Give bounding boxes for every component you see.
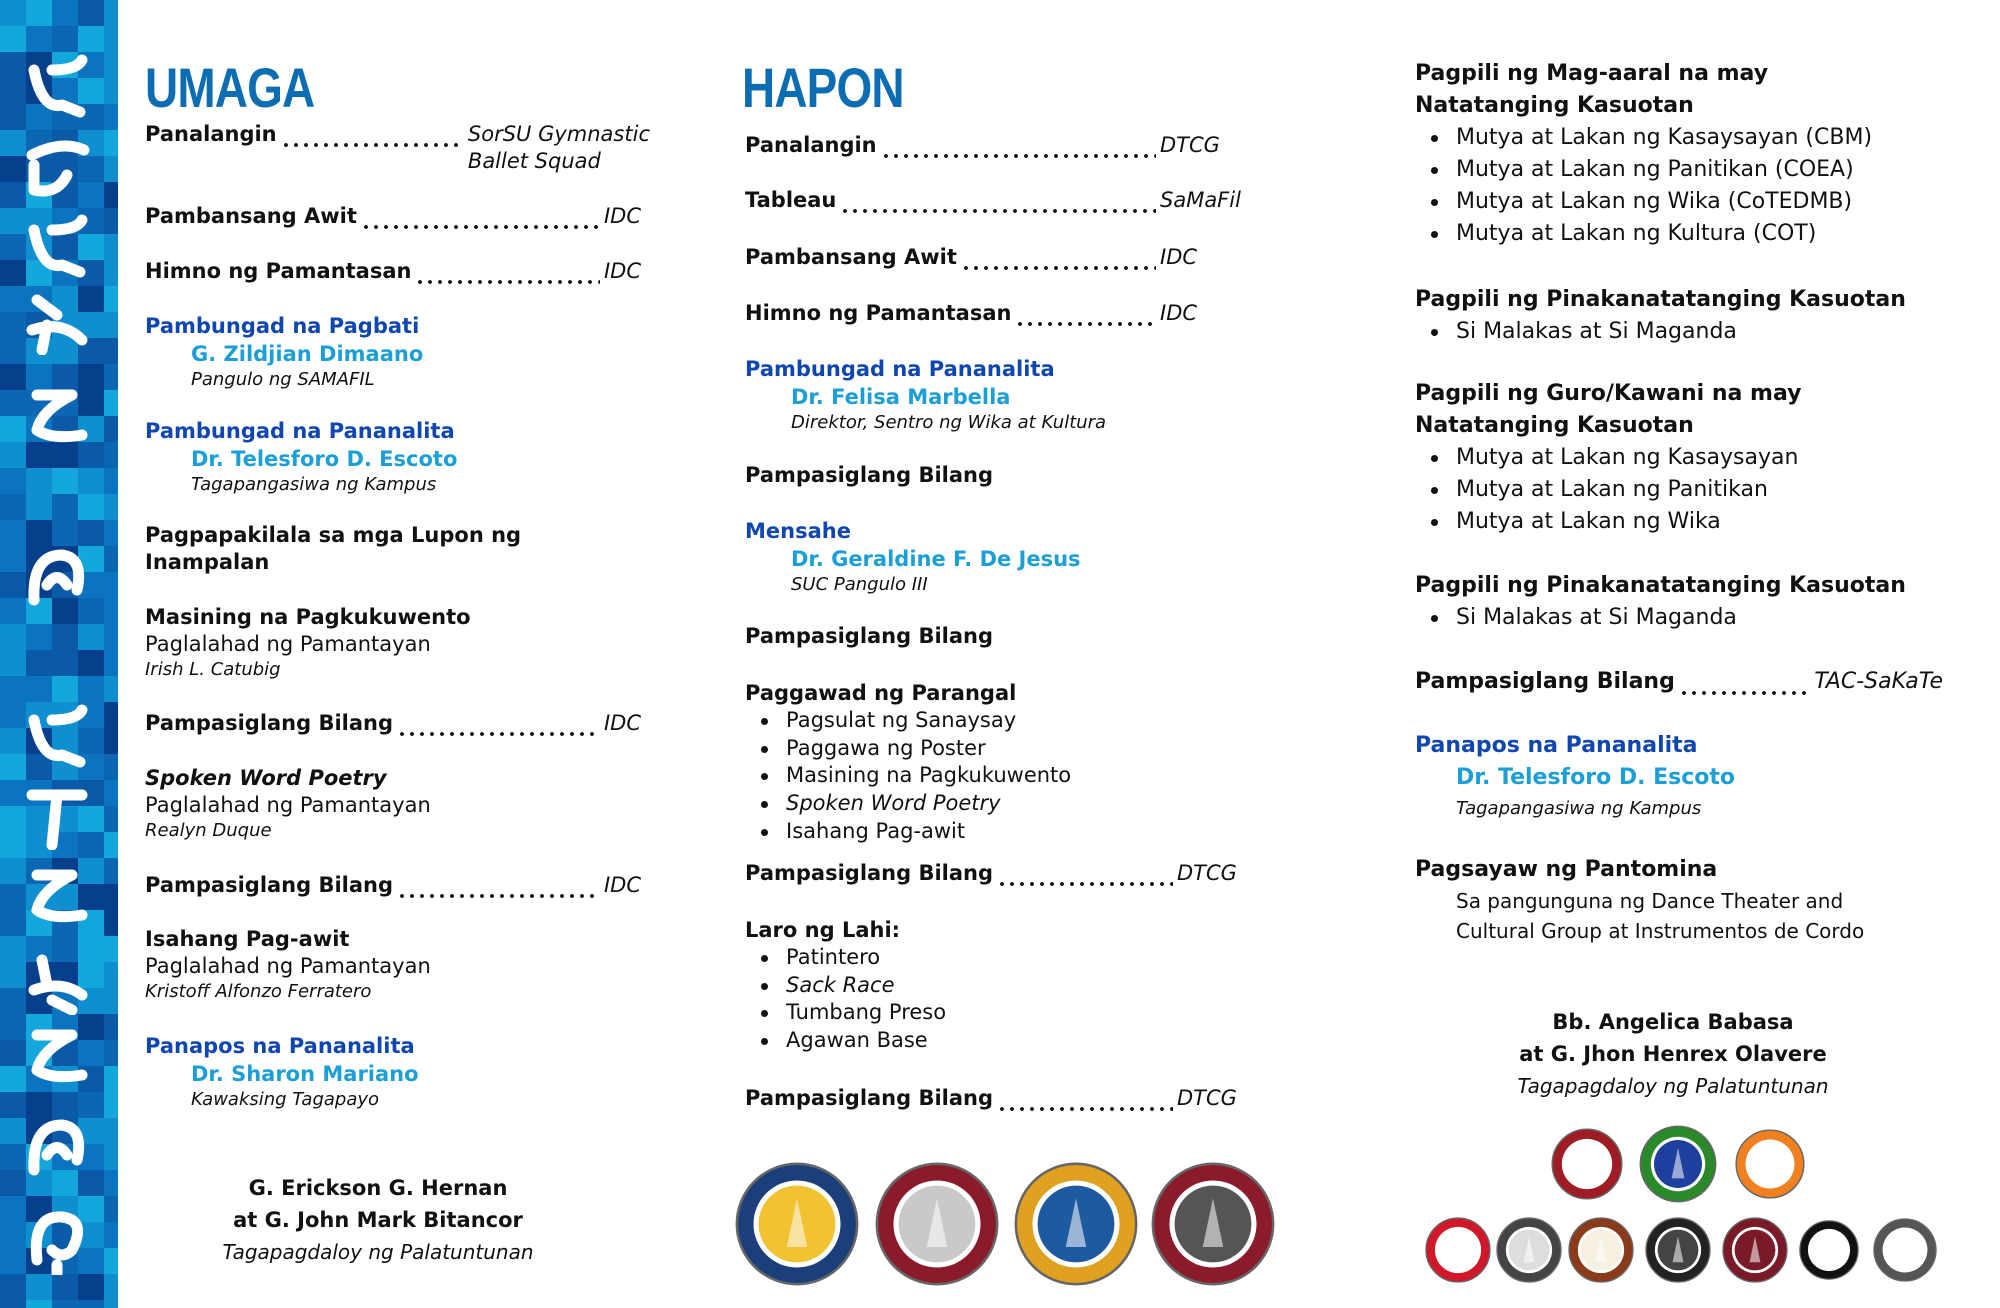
- baybayin-ka-icon: [22, 700, 92, 770]
- dot-leader: [840, 187, 1156, 214]
- category-list: [1415, 442, 1801, 538]
- item-value: IDC: [603, 711, 641, 735]
- organization-logo: [1495, 1216, 1563, 1284]
- pixel-tile: [0, 494, 26, 520]
- pixel-tile: [104, 312, 118, 338]
- pixel-tile: [104, 936, 118, 962]
- pixel-tile: [52, 1300, 78, 1308]
- pixel-tile: [104, 416, 118, 442]
- pixel-tile: [52, 650, 78, 676]
- pixel-tile: [104, 1014, 118, 1040]
- item-paggawad: [745, 680, 1071, 846]
- baybayin-la-icon: [22, 380, 92, 450]
- organization-logo: [1721, 1216, 1789, 1284]
- host-role: Tagapagdaloy ng Palatuntunan: [222, 1240, 534, 1264]
- pixel-tile: [0, 0, 26, 26]
- dot-leader: [997, 860, 1173, 887]
- item-pagpapakilala: [145, 522, 521, 576]
- speaker-role: Tagapangasiwa ng Kampus: [191, 474, 437, 495]
- pixel-tile: [26, 650, 52, 676]
- list-item: Sack Race: [745, 972, 946, 1000]
- item-label: Pampasiglang Bilang: [1415, 669, 1675, 694]
- baybayin-wa-icon: [22, 945, 92, 1015]
- pixel-tile: [104, 598, 118, 624]
- pixel-tile: [104, 624, 118, 650]
- pixel-tile: [104, 208, 118, 234]
- award-list: [745, 707, 1071, 846]
- pixel-tile: [104, 182, 118, 208]
- organization-logo: [1638, 1124, 1718, 1204]
- pixel-tile: [78, 494, 104, 520]
- section-heading: Pambungad na Pananalita: [745, 357, 1055, 381]
- baybayin-pa-icon: [22, 1205, 92, 1275]
- list-item: Paggawa ng Poster: [745, 735, 1071, 763]
- pixel-tile: [104, 442, 118, 468]
- pixel-tile: [104, 26, 118, 52]
- item-pambungad-pananalita: [145, 417, 457, 497]
- list-item: Spoken Word Poetry: [745, 790, 1071, 818]
- list-item: Mutya at Lakan ng Kasaysayan (CBM): [1415, 122, 1872, 154]
- item-label: Panalangin: [745, 133, 877, 157]
- item-pagsayaw: [1415, 854, 1864, 946]
- pixel-tile: [0, 624, 26, 650]
- pixel-tile: [104, 546, 118, 572]
- item-label: Masining na Pagkukuwento: [145, 605, 471, 629]
- pixel-tile: [0, 676, 26, 702]
- item-sub: Paglalahad ng Pamantayan: [145, 632, 431, 656]
- organization-logo: [1567, 1216, 1635, 1284]
- item-person: Irish L. Catubig: [145, 659, 281, 680]
- pixel-tile: [78, 1274, 104, 1300]
- organization-logo: [1734, 1128, 1806, 1200]
- pixel-tile: [104, 1170, 118, 1196]
- item-panapos: [1415, 730, 1735, 824]
- section-heading: Panapos na Pananalita: [1415, 733, 1698, 758]
- pixel-tile: [0, 1300, 26, 1308]
- pixel-tile: [26, 1300, 52, 1308]
- host-name: Bb. Angelica Babasa: [1552, 1010, 1794, 1034]
- organization-logo: [1149, 1160, 1277, 1288]
- item-pambungad-pagbati: [145, 312, 423, 392]
- organization-logo: [1872, 1217, 1938, 1283]
- pixel-tile: [104, 832, 118, 858]
- section-heading: Mensahe: [745, 519, 851, 543]
- item-magaaral-kasuotan: [1415, 58, 1872, 250]
- pixel-tile: [104, 1092, 118, 1118]
- pixel-tile: [104, 806, 118, 832]
- item-label: Pagpili ng Guro/Kawani na may: [1415, 381, 1802, 406]
- pixel-tile: [52, 468, 78, 494]
- pixel-tile: [104, 468, 118, 494]
- item-pinakanatatangi-2: [1415, 570, 1906, 634]
- pixel-tile: [104, 728, 118, 754]
- speaker-name: Dr. Geraldine F. De Jesus: [791, 547, 1081, 571]
- item-spoken-word: [145, 765, 431, 843]
- item-label: Pampasiglang Bilang: [145, 711, 394, 735]
- organization-logo: [1012, 1160, 1140, 1288]
- item-pampasiglang: Pampasiglang Bilang: [745, 624, 994, 648]
- pixel-tile: [104, 988, 118, 1014]
- item-label: Pambansang Awit: [745, 245, 957, 269]
- item-tableau: [745, 187, 1285, 214]
- item-panalangin: [745, 132, 1285, 159]
- pixel-tile: [26, 624, 52, 650]
- item-himno: [745, 300, 1285, 327]
- item-pampasiglang: [1415, 666, 1943, 698]
- dot-leader: [997, 1085, 1173, 1112]
- item-sub: Paglalahad ng Pamantayan: [145, 954, 431, 978]
- item-masining: [145, 604, 471, 682]
- pixel-tile: [52, 1274, 78, 1300]
- pixel-tile: [78, 650, 104, 676]
- list-item: Mutya at Lakan ng Wika: [1415, 506, 1801, 538]
- item-value: IDC: [603, 873, 641, 897]
- pixel-tile: [104, 1248, 118, 1274]
- dot-leader: [281, 121, 464, 148]
- dot-leader: [361, 203, 600, 230]
- baybayin-ka-icon: [22, 210, 92, 280]
- pixel-tile: [104, 1066, 118, 1092]
- item-panalangin: [145, 121, 650, 175]
- organization-logo: [1550, 1127, 1624, 1201]
- baybayin-ka-icon: [22, 50, 92, 120]
- speaker-name: G. Zildjian Dimaano: [191, 342, 424, 366]
- list-item: Masining na Pagkukuwento: [745, 762, 1071, 790]
- item-label: Pampasiglang Bilang: [745, 861, 994, 885]
- list-item: Mutya at Lakan ng Kultura (COT): [1415, 218, 1872, 250]
- list-item: Si Malakas at Si Maganda: [1415, 602, 1906, 634]
- pixel-tile: [104, 78, 118, 104]
- pixel-tile: [104, 780, 118, 806]
- item-label: Tableau: [745, 188, 837, 212]
- organization-logo: [1644, 1216, 1712, 1284]
- pixel-tile: [78, 676, 104, 702]
- dot-leader: [1679, 666, 1811, 698]
- dot-leader: [415, 258, 600, 285]
- item-label: Inampalan: [145, 550, 270, 574]
- pixel-tile: [26, 468, 52, 494]
- item-pambansang-awit: [745, 244, 1285, 271]
- pixel-tile: [52, 26, 78, 52]
- pixel-tile: [104, 286, 118, 312]
- hapon-title: HAPON: [742, 56, 904, 119]
- list-item: Mutya at Lakan ng Kasaysayan: [1415, 442, 1801, 474]
- pixel-tile: [52, 676, 78, 702]
- item-pinakanatatangi-1: [1415, 284, 1906, 348]
- pixel-tile: [52, 0, 78, 26]
- list-item: Patintero: [745, 944, 946, 972]
- list-item: Mutya at Lakan ng Panitikan (COEA): [1415, 154, 1872, 186]
- baybayin-ta-icon: [22, 780, 92, 850]
- speaker-role: SUC Pangulo III: [791, 574, 928, 595]
- pixel-tile: [26, 1274, 52, 1300]
- pixel-tile: [52, 494, 78, 520]
- pixel-tile: [104, 572, 118, 598]
- item-value: IDC: [1160, 301, 1198, 325]
- pixel-tile: [104, 884, 118, 910]
- pixel-tile: [104, 1222, 118, 1248]
- item-mensahe: [745, 517, 1081, 597]
- speaker-name: Dr. Sharon Mariano: [191, 1062, 419, 1086]
- baybayin-ba-icon: [22, 135, 92, 205]
- pixel-tile: [104, 1118, 118, 1144]
- pixel-tile: [104, 0, 118, 26]
- pixel-tile: [104, 702, 118, 728]
- host-role: Tagapagdaloy ng Palatuntunan: [1517, 1074, 1829, 1098]
- item-label: Pagpili ng Mag-aaral na may: [1415, 61, 1769, 86]
- pixel-tile: [104, 650, 118, 676]
- pixel-tile: [104, 130, 118, 156]
- baybayin-la-icon: [22, 860, 92, 930]
- dot-leader: [881, 132, 1156, 159]
- speaker-role: Direktor, Sentro ng Wika at Kultura: [791, 412, 1107, 433]
- baybayin-la-icon: [22, 1020, 92, 1090]
- list-item: Si Malakas at Si Maganda: [1415, 316, 1906, 348]
- item-label: Pagpapakilala sa mga Lupon ng: [145, 523, 522, 547]
- hosts-footer: [1473, 1006, 1873, 1102]
- pixel-tile: [104, 260, 118, 286]
- pixel-tile: [104, 1300, 118, 1308]
- item-label: Himno ng Pamantasan: [745, 301, 1012, 325]
- pixel-tile: [104, 390, 118, 416]
- host-name: at G. Jhon Henrex Olavere: [1519, 1042, 1827, 1066]
- item-value: TAC-SaKaTe: [1814, 669, 1943, 694]
- item-label: Pagpili ng Pinakanatatanging Kasuotan: [1415, 573, 1906, 598]
- list-item: Mutya at Lakan ng Panitikan: [1415, 474, 1801, 506]
- item-label: Natatanging Kasuotan: [1415, 93, 1694, 118]
- organization-logo: [1424, 1216, 1492, 1284]
- pixel-tile: [78, 624, 104, 650]
- pixel-tile: [104, 494, 118, 520]
- baybayin-ma-icon: [22, 540, 92, 610]
- dot-leader: [961, 244, 1156, 271]
- pixel-tile: [26, 676, 52, 702]
- item-value: IDC: [1160, 245, 1198, 269]
- item-pampasiglang: Pampasiglang Bilang: [745, 463, 994, 487]
- pixel-tile: [104, 962, 118, 988]
- item-label: Laro ng Lahi:: [745, 918, 901, 942]
- dot-leader: [397, 872, 600, 899]
- item-label: Pampasiglang Bilang: [745, 1086, 994, 1110]
- item-label: Pampasiglang Bilang: [145, 873, 394, 897]
- item-person: Realyn Duque: [145, 820, 272, 841]
- list-item: Agawan Base: [745, 1027, 946, 1055]
- item-guro-kasuotan: [1415, 378, 1801, 538]
- list-item: Tumbang Preso: [745, 999, 946, 1027]
- item-himno: [145, 258, 641, 285]
- pixel-tile: [78, 468, 104, 494]
- host-name: G. Erickson G. Hernan: [248, 1176, 508, 1200]
- item-label: Pagpili ng Pinakanatatanging Kasuotan: [1415, 287, 1906, 312]
- pixel-tile: [0, 1274, 26, 1300]
- speaker-role: Kawaksing Tagapayo: [191, 1089, 380, 1110]
- item-sub: Cultural Group at Instrumentos de Cordo: [1456, 919, 1865, 943]
- item-isahang: [145, 926, 431, 1004]
- item-sub: Paglalahad ng Pamantayan: [145, 793, 431, 817]
- pixel-tile: [104, 1040, 118, 1066]
- item-value: SorSU Gymnastic Ballet Squad: [467, 122, 650, 173]
- item-value: DTCG: [1177, 861, 1237, 885]
- pixel-tile: [52, 624, 78, 650]
- umaga-title: UMAGA: [145, 56, 315, 119]
- pixel-tile: [104, 156, 118, 182]
- organization-logo: [873, 1160, 1001, 1288]
- dot-leader: [397, 710, 600, 737]
- item-sub: Sa pangunguna ng Dance Theater and: [1456, 889, 1844, 913]
- pixel-tile: [26, 0, 52, 26]
- section-heading: Pambungad na Pagbati: [145, 314, 420, 338]
- pixel-tile: [104, 676, 118, 702]
- pixel-tile: [104, 104, 118, 130]
- item-label: Himno ng Pamantasan: [145, 259, 412, 283]
- pixel-tile: [78, 1300, 104, 1308]
- pixel-tile: [104, 52, 118, 78]
- pixel-tile: [104, 1144, 118, 1170]
- list-item: Isahang Pag-awit: [745, 818, 1071, 846]
- pixel-tile: [0, 468, 26, 494]
- item-label: Pagsayaw ng Pantomina: [1415, 857, 1718, 882]
- pixel-tile: [78, 0, 104, 26]
- item-value: IDC: [603, 204, 641, 228]
- item-label: Panalangin: [145, 122, 277, 146]
- speaker-role: Pangulo ng SAMAFIL: [191, 369, 375, 390]
- item-label: Pambansang Awit: [145, 204, 357, 228]
- pixel-tile: [104, 1274, 118, 1300]
- decorative-sidebar: [0, 0, 118, 1308]
- pixel-tile: [104, 1196, 118, 1222]
- speaker-name: Dr. Telesforo D. Escoto: [1456, 765, 1736, 790]
- item-value: DTCG: [1160, 133, 1220, 157]
- item-pambansang-awit: [145, 203, 641, 230]
- speaker-name: Dr. Felisa Marbella: [791, 385, 1011, 409]
- dot-leader: [1015, 300, 1156, 327]
- pixel-tile: [104, 338, 118, 364]
- item-pampasiglang-2: [145, 872, 641, 899]
- host-name: at G. John Mark Bitancor: [233, 1208, 523, 1232]
- hosts-footer: [178, 1172, 578, 1268]
- item-label: Isahang Pag-awit: [145, 927, 350, 951]
- section-heading: Pambungad na Pananalita: [145, 419, 455, 443]
- item-laro: [745, 917, 946, 1055]
- pixel-tile: [104, 234, 118, 260]
- speaker-name: Dr. Telesforo D. Escoto: [191, 447, 458, 471]
- pixel-tile: [0, 26, 26, 52]
- pixel-tile: [26, 494, 52, 520]
- item-pambungad-pananalita: [745, 355, 1106, 435]
- pixel-tile: [78, 26, 104, 52]
- list-item: Pagsulat ng Sanaysay: [745, 707, 1071, 735]
- category-list: [1415, 122, 1872, 250]
- item-value: SaMaFil: [1160, 188, 1241, 212]
- speaker-role: Tagapangasiwa ng Kampus: [1456, 798, 1702, 819]
- baybayin-ya-icon: [22, 285, 92, 355]
- item-value: DTCG: [1177, 1086, 1237, 1110]
- item-panapos: [145, 1032, 419, 1112]
- item-pampasiglang-3: [745, 860, 1285, 887]
- pixel-tile: [104, 364, 118, 390]
- item-person: Kristoff Alfonzo Ferratero: [145, 981, 372, 1002]
- games-list: [745, 944, 946, 1055]
- pixel-tile: [26, 26, 52, 52]
- item-label: Natatanging Kasuotan: [1415, 413, 1694, 438]
- item-pampasiglang-4: [745, 1085, 1285, 1112]
- pixel-tile: [104, 520, 118, 546]
- organization-logo: [733, 1160, 861, 1288]
- item-value: IDC: [603, 259, 641, 283]
- pixel-tile: [104, 754, 118, 780]
- item-pampasiglang-1: [145, 710, 641, 737]
- list-item: Mutya at Lakan ng Wika (CoTEDMB): [1415, 186, 1872, 218]
- pixel-tile: [0, 650, 26, 676]
- pixel-tile: [104, 910, 118, 936]
- organization-logo: [1798, 1219, 1860, 1281]
- pixel-tile: [104, 858, 118, 884]
- section-heading: Panapos na Pananalita: [145, 1034, 415, 1058]
- baybayin-ma-icon: [22, 1110, 92, 1180]
- item-label: Spoken Word Poetry: [145, 766, 387, 790]
- item-label: Paggawad ng Parangal: [745, 681, 1017, 705]
